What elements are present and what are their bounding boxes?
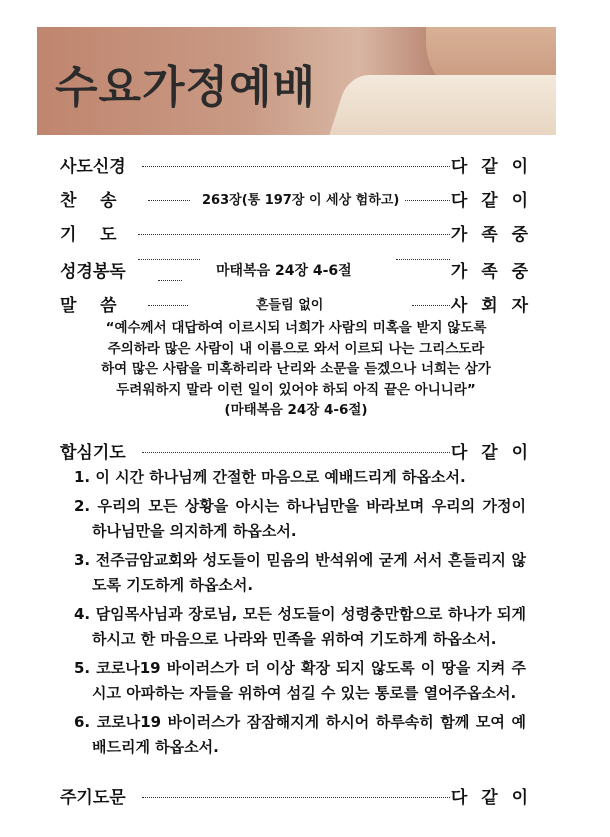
hymn-detail: 263장(통 197장 이 세상 험하고) [202,193,400,208]
order-leader: 가 족 중 [450,262,532,282]
scripture-line: 두려워하지 말라 이런 일이 있어야 하되 아직 끝은 아니니라” [116,381,476,398]
scripture-quote [60,318,532,421]
scripture-line: 주의하라 많은 사람이 내 이름으로 와서 이르되 나는 그리스도라 [107,340,485,357]
dotted-leader [412,305,450,306]
dotted-leader [138,259,200,260]
order-row-prayer [60,220,532,246]
scripture-line: 하여 많은 사람을 미혹하리라 난리와 소문을 듣겠으나 너희는 삼가 [101,361,491,377]
dotted-leader [142,797,450,798]
order-label: 말 씀 [60,296,117,316]
order-row-hymn [60,186,532,212]
prayer-list [74,465,526,764]
dotted-leader [138,234,450,235]
banner-photo-book [326,75,556,135]
prayer-item: 3. 전주금암교회와 성도들이 믿음의 반석위에 굳게 서서 흔들리지 않도록 기도하게 하옵소서. [74,551,526,594]
order-leader: 사 회 자 [450,296,532,316]
order-row-creed [60,152,532,178]
order-leader: 다 같 이 [450,788,532,808]
title-banner [37,27,556,135]
prayer-item: 2. 우리의 모든 상황을 아시는 하나님만을 바라보며 우리의 가정이 하나님만을 의지하게 하옵소서. [74,497,526,540]
scripture-line: “예수께서 대답하여 이르시되 너희가 사람의 미혹을 받지 않도록 [105,320,487,336]
order-row-unison-prayer [60,438,532,464]
dotted-leader [148,305,188,306]
order-label: 성경봉독 [60,262,126,282]
order-leader: 가 족 중 [450,225,532,245]
order-leader: 다 같 이 [450,443,532,463]
scripture-detail: 마태복음 24장 4-6절 [216,263,352,279]
dotted-leader [158,280,182,281]
order-label: 찬 송 [60,191,117,211]
order-label: 사도신경 [60,157,126,177]
order-label: 기 도 [60,225,117,245]
dotted-leader [405,200,450,201]
order-label: 합심기도 [60,443,126,463]
scripture-reference: (마태복음 24장 4-6절) [224,402,368,418]
order-leader: 다 같 이 [450,191,532,211]
prayer-item: 5. 코로나19 바이러스가 더 이상 확장 되지 않도록 이 땅을 지켜 주시고 아파하는 자들을 위하여 섬길 수 있는 통로를 열어주옵소서. [74,659,526,702]
order-label: 주기도문 [60,788,126,808]
dotted-leader [142,452,450,453]
order-leader: 다 같 이 [450,157,532,177]
sermon-title: 흔들림 없이 [256,298,324,313]
prayer-item: 1. 이 시간 하나님께 간절한 마음으로 예배드리게 하옵소서. [74,468,466,486]
order-row-lords-prayer [60,783,532,809]
prayer-item: 6. 코로나19 바이러스가 잠잠해지게 하시어 하루속히 함께 모여 예배드리게 하옵소서. [74,713,526,756]
prayer-item: 4. 담임목사님과 장로님, 모든 성도들이 성령충만함으로 하나가 되게 하시고 한 마음으로 나라와 민족을 위하여 기도하게 하옵소서. [74,605,526,648]
dotted-leader [142,166,450,167]
order-row-sermon [60,291,532,317]
dotted-leader [148,200,190,201]
page-title: 수요가정예배 [55,62,317,113]
dotted-leader [396,259,450,260]
order-row-scripture-reading [60,257,532,283]
